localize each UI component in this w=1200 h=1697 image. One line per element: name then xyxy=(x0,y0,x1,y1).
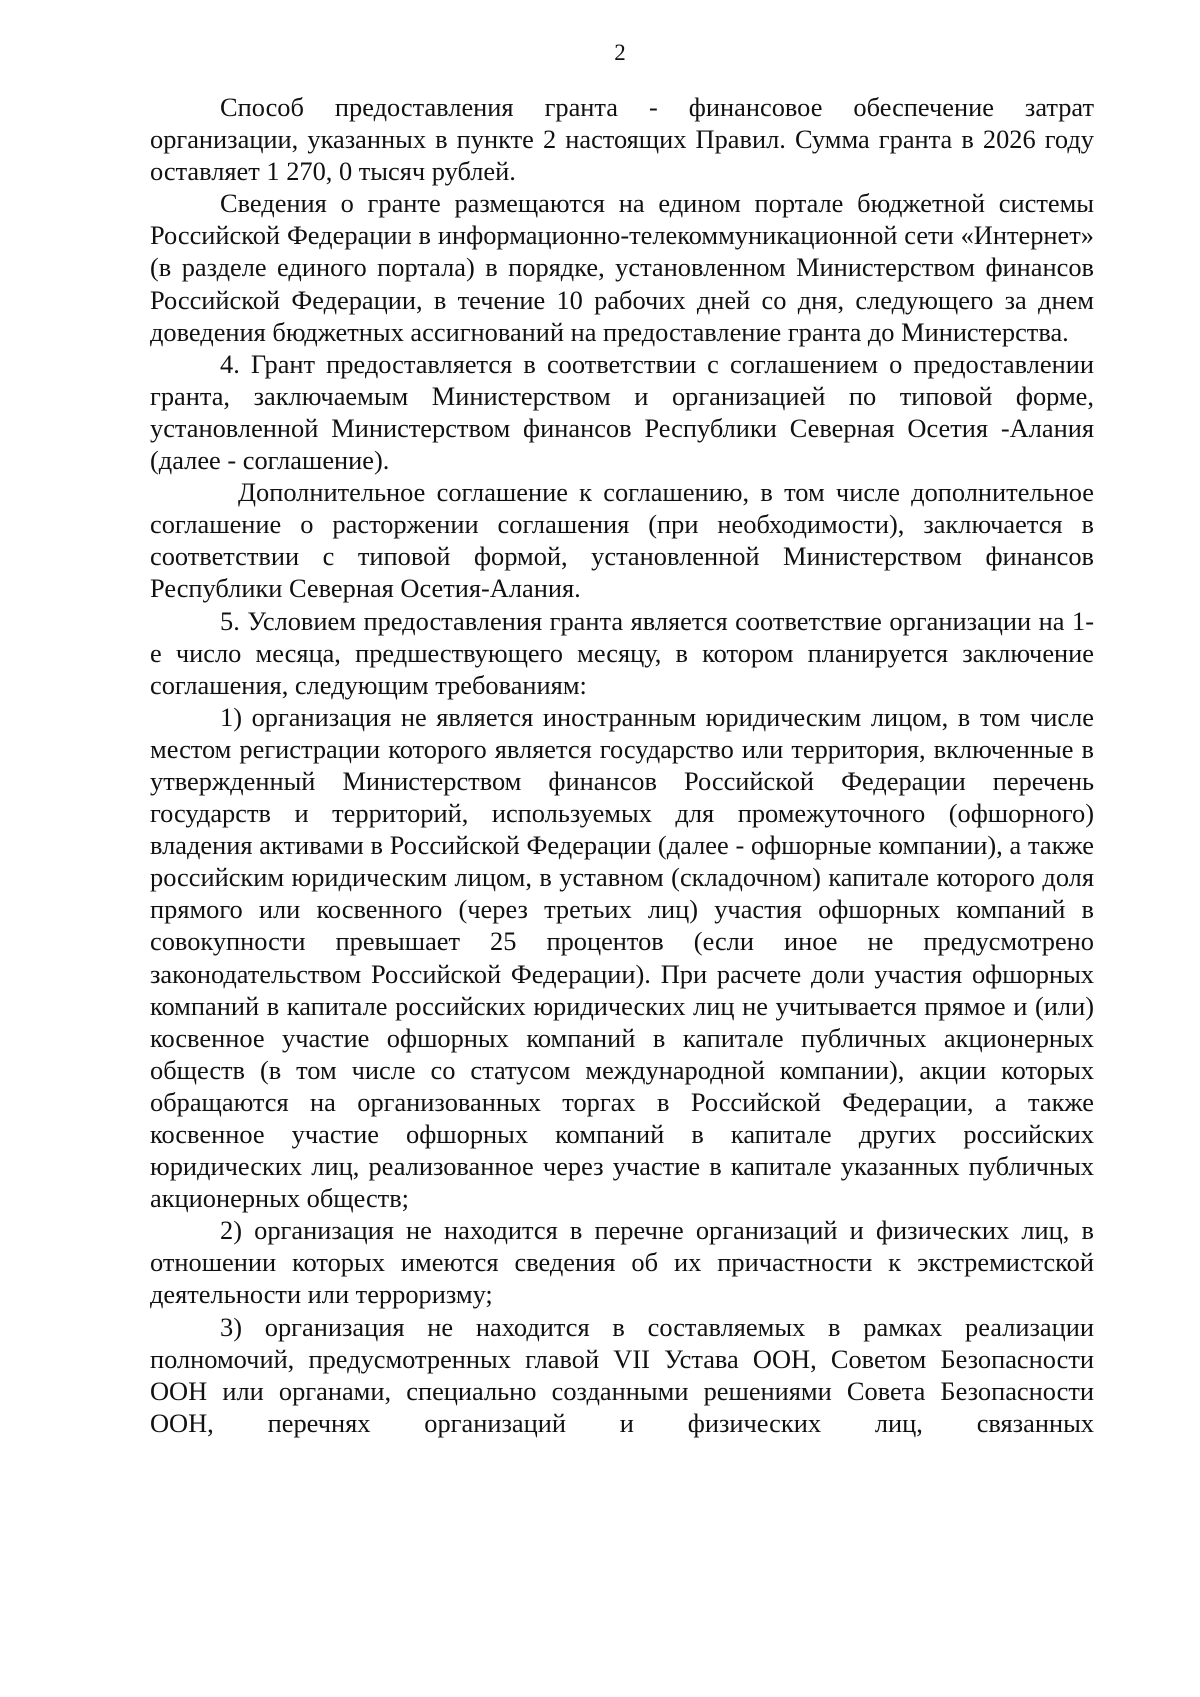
paragraph-grant-info-publication: Сведения о гранте размещаются на едином портале бюджетной системы Российской Федерации в информационно-телекоммуникационной сети «Интернет» (в разделе единого портала) в порядке, установленном Министерством финансов Российской Федерации, в течение 10 рабочих дней со дня, следующего за днем доведения бюджетных ассигнований на предоставление гранта до Министерства. xyxy=(150,188,1094,347)
paragraph-grant-method: Способ предоставления гранта - финансовое обеспечение затрат организации, указанных в пункте 2 настоящих Правил. Сумма гранта в 2026 году оставляет 1 270, 0 тысяч рублей. xyxy=(150,92,1094,187)
paragraph-item-5-conditions: 5. Условием предоставления гранта является соответствие организации на 1-е число месяца, предшествующего месяцу, в котором планируется заключение соглашения, следующим требованиям: xyxy=(150,605,1094,700)
paragraph-additional-agreement: Дополнительное соглашение к соглашению, в том числе дополнительное соглашение о расторжении соглашения (при необходимости), заключается в соответствии с типовой формой, установленной Министерством финансов Республики Северная Осетия-Алания. xyxy=(150,477,1094,604)
paragraph-condition-2-extremism: 2) организация не находится в перечне организаций и физических лиц, в отношении которых имеются сведения об их причастности к экстремистской деятельности или терроризму; xyxy=(150,1215,1094,1310)
page-number: 2 xyxy=(614,40,626,65)
document-body xyxy=(150,91,1094,1439)
paragraph-item-4-agreement: 4. Грант предоставляется в соответствии с соглашением о предоставлении гранта, заключаемым Министерством и организацией по типовой форме, установленной Министерством финансов Республики Северная Осетия -Алания (далее - соглашение). xyxy=(150,348,1094,476)
paragraph-condition-1-offshore: 1) организация не является иностранным юридическим лицом, в том числе местом регистрации которого является государство или территория, включенные в утвержденный Министерством финансов Российской Федерации перечень государств и территорий, используемых для промежуточного (офшорного) владения активами в Российской Федерации (далее - офшорные компании), а также российским юридическим лицом, в уставном (складочном) капитале которого доля прямого или косвенного (через третьих лиц) участия офшорных компаний в совокупности превышает 25 процентов (если иное не предусмотрено законодательством Российской Федерации). При расчете доли участия офшорных компаний в капитале российских юридических лиц не учитывается прямое и (или) косвенное участие офшорных компаний в капитале публичных акционерных обществ (в том числе со статусом международной компании), акции которых обращаются на организованных торгах в Российской Федерации, а также косвенное участие офшорных компаний в капитале других российских юридических лиц, реализованное через участие в капитале указанных публичных акционерных обществ; xyxy=(150,701,1094,1214)
paragraph-condition-3-un-lists: 3) организация не находится в составляемых в рамках реализации полномочий, предусмотренных главой VII Устава ООН, Советом Безопасности ООН или органами, специально созданными решениями Совета Безопасности ООН, перечнях организаций и физических лиц, связанных xyxy=(150,1311,1094,1438)
